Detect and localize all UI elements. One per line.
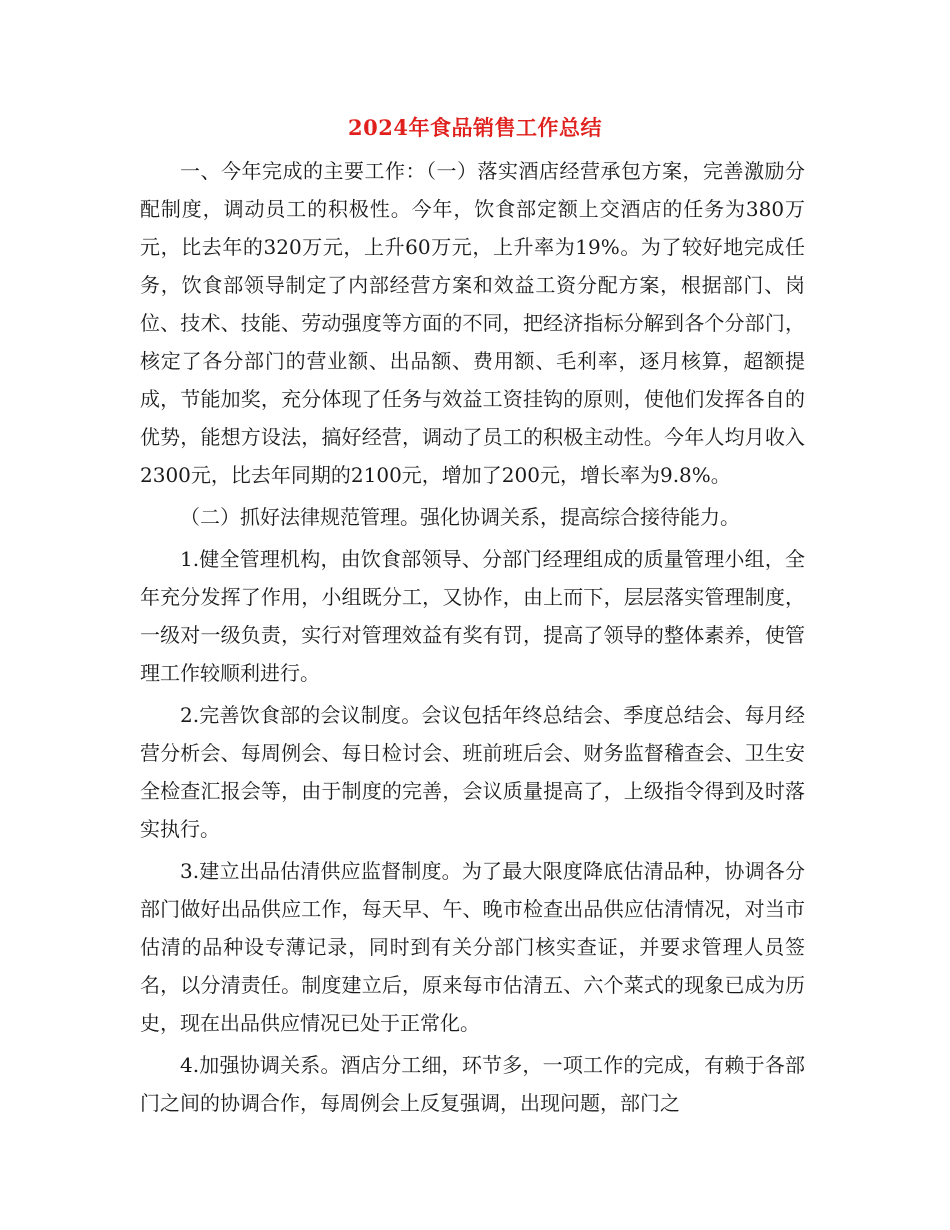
document-title: 2024年食品销售工作总结 [348,115,602,140]
paragraph-main-work: 一、今年完成的主要工作：（一）落实酒店经营承包方案，完善激励分配制度，调动员工的积极性。今年，饮食部定额上交酒店的任务为380万元，比去年的320万元，上升60万元，上升率为19%。为了较好地完成任务，饮食部领导制定了内部经营方案和效益工资分配方案，根据部门、岗位、技术、技能、劳动强度等方面的不同，把经济指标分解到各个分部门，核定了各分部门的营业额、出品额、费用额、毛利率，逐月核算，超额提成，节能加奖，充分体现了任务与效益工资挂钩的原则，使他们发挥各自的优势，能想方设法，搞好经营，调动了员工的积极主动性。今年人均月收入2300元，比去年同期的2100元，增加了200元，增长率为9.8%。 [140,159,805,487]
paragraph-item-3: 3.建立出品估清供应监督制度。为了最大限度降底估清品种，协调各分部门做好出品供应工作，每天早、午、晚市检查出品供应估清情况，对当市估清的品种设专薄记录，同时到有关分部门核实查证，并要求管理人员签名，以分清责任。制度建立后，原来每市估清五、六个菜式的现象已成为历史，现在出品供应情况已处于正常化。 [140,859,805,1035]
paragraph-item-2: 2.完善饮食部的会议制度。会议包括年终总结会、季度总结会、每月经营分析会、每周例会、每日检讨会、班前班后会、财务监督稽查会、卫生安全检查汇报会等，由于制度的完善，会议质量提高了，上级指令得到及时落实执行。 [140,703,805,841]
paragraph-legal-management: （二）抓好法律规范管理。强化协调关系，提高综合接待能力。 [180,505,740,529]
paragraph-item-1: 1.健全管理机构，由饮食部领导、分部门经理组成的质量管理小组，全年充分发挥了作用，小组既分工，又协作，由上而下，层层落实管理制度，一级对一级负责，实行对管理效益有奖有罚，提高了领导的整体素养，使管理工作较顺利进行。 [140,547,805,685]
paragraph-item-4: 4.加强协调关系。酒店分工细，环节多，一项工作的完成，有赖于各部门之间的协调合作，每周例会上反复强调，出现问题，部门之 [140,1053,805,1115]
document-body [140,152,805,1126]
